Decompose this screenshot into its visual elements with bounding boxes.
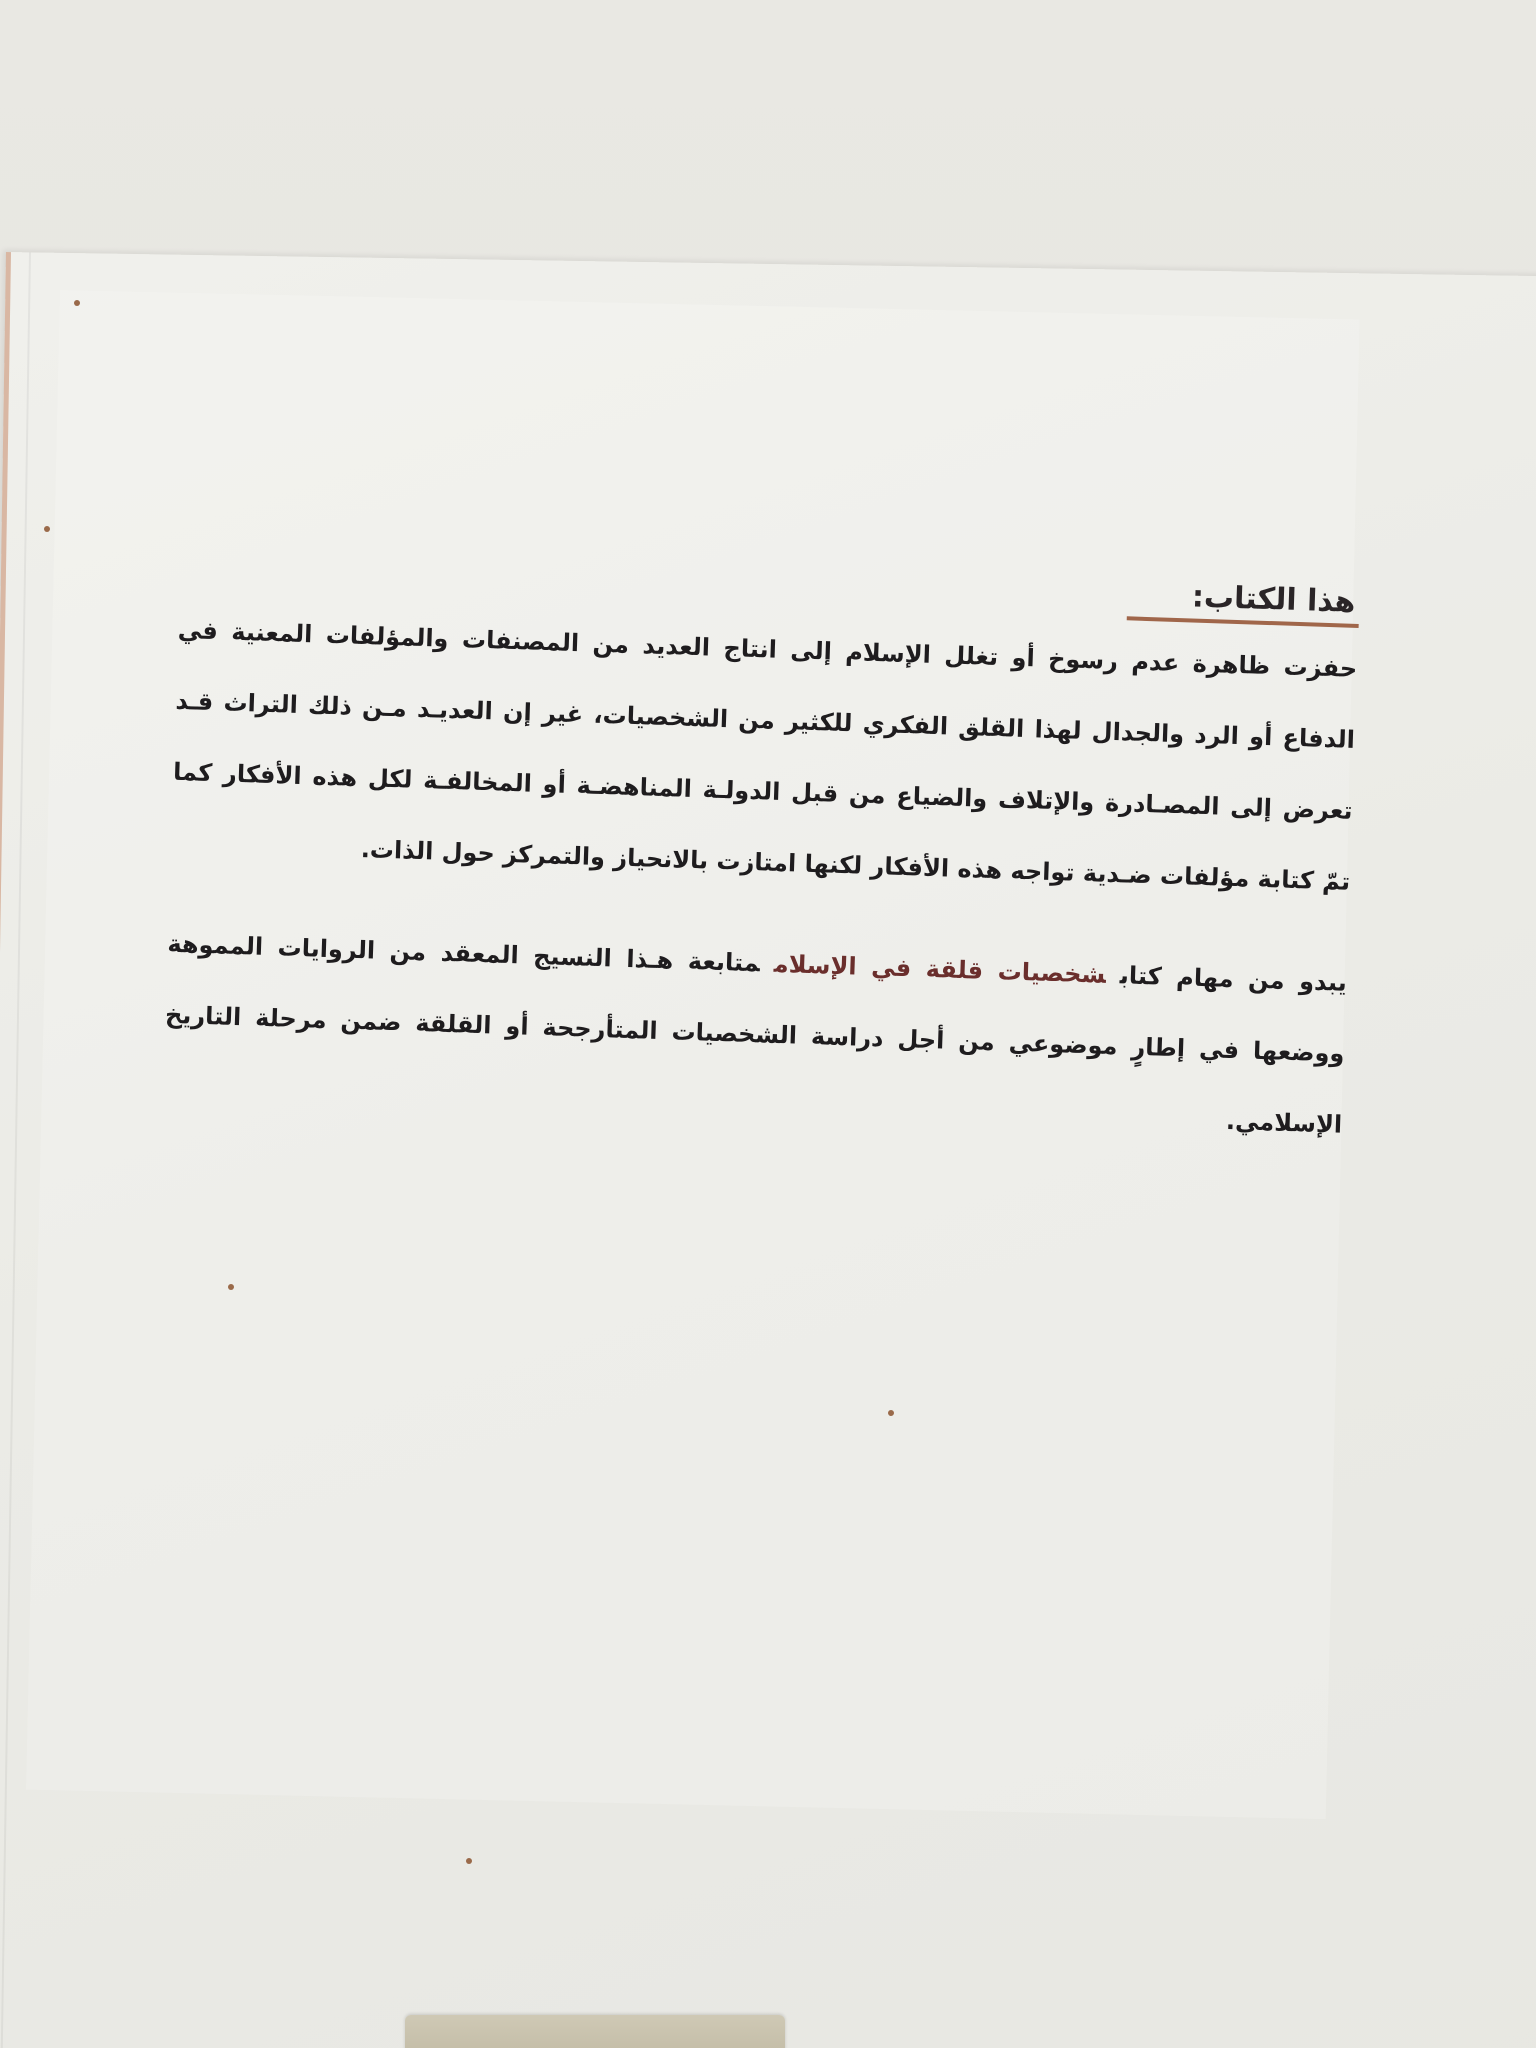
blurb-heading: هذا الكتاب: bbox=[1127, 577, 1360, 628]
paper-speck bbox=[228, 1284, 234, 1290]
blurb-paragraph-2 bbox=[162, 909, 1348, 1161]
paragraph-2-rest: متابعة هـذا النسيج المعقد من الروايات المموهة ووضعها في إطارٍ موضوعي من أجل دراسة الشخصيات المتأرجحة أو القلقة ضمن مرحلة التاريخ الإسلامي. bbox=[164, 929, 1345, 1139]
paper-speck bbox=[888, 1410, 894, 1416]
paragraph-2-lead: يبدو من مهام كتاب bbox=[1119, 961, 1348, 997]
bottom-paper-tab bbox=[405, 2015, 785, 2048]
paper-speck bbox=[74, 300, 80, 306]
back-cover-blurb bbox=[162, 546, 1360, 1161]
paper-speck bbox=[466, 1858, 472, 1864]
paper-speck bbox=[44, 526, 50, 532]
blurb-paragraph-1: حفزت ظاهرة عدم رسوخ أو تغلل الإسلام إلى انتاج العديد من المصنفات والمؤلفات المعنية في الدفاع أو الرد والجدال لهذا القلق الفكري للكثير من الشخصيات، غير إن العديـد مـن ذلك التراث قـد تعرض إلى المصـادرة والإتلاف والضياع من قبل الدولـة المناهضـة أو المخالفـة لكل هذه الأفكار كما تمّ كتابة مؤلفات ضـدية تواجه هذه الأفكار لكنها امتازت بالانحياز والتمركز حول الذات. bbox=[172, 615, 1358, 896]
book-title-highlight: شخصيات قلقة في الإسلام bbox=[773, 949, 1107, 989]
